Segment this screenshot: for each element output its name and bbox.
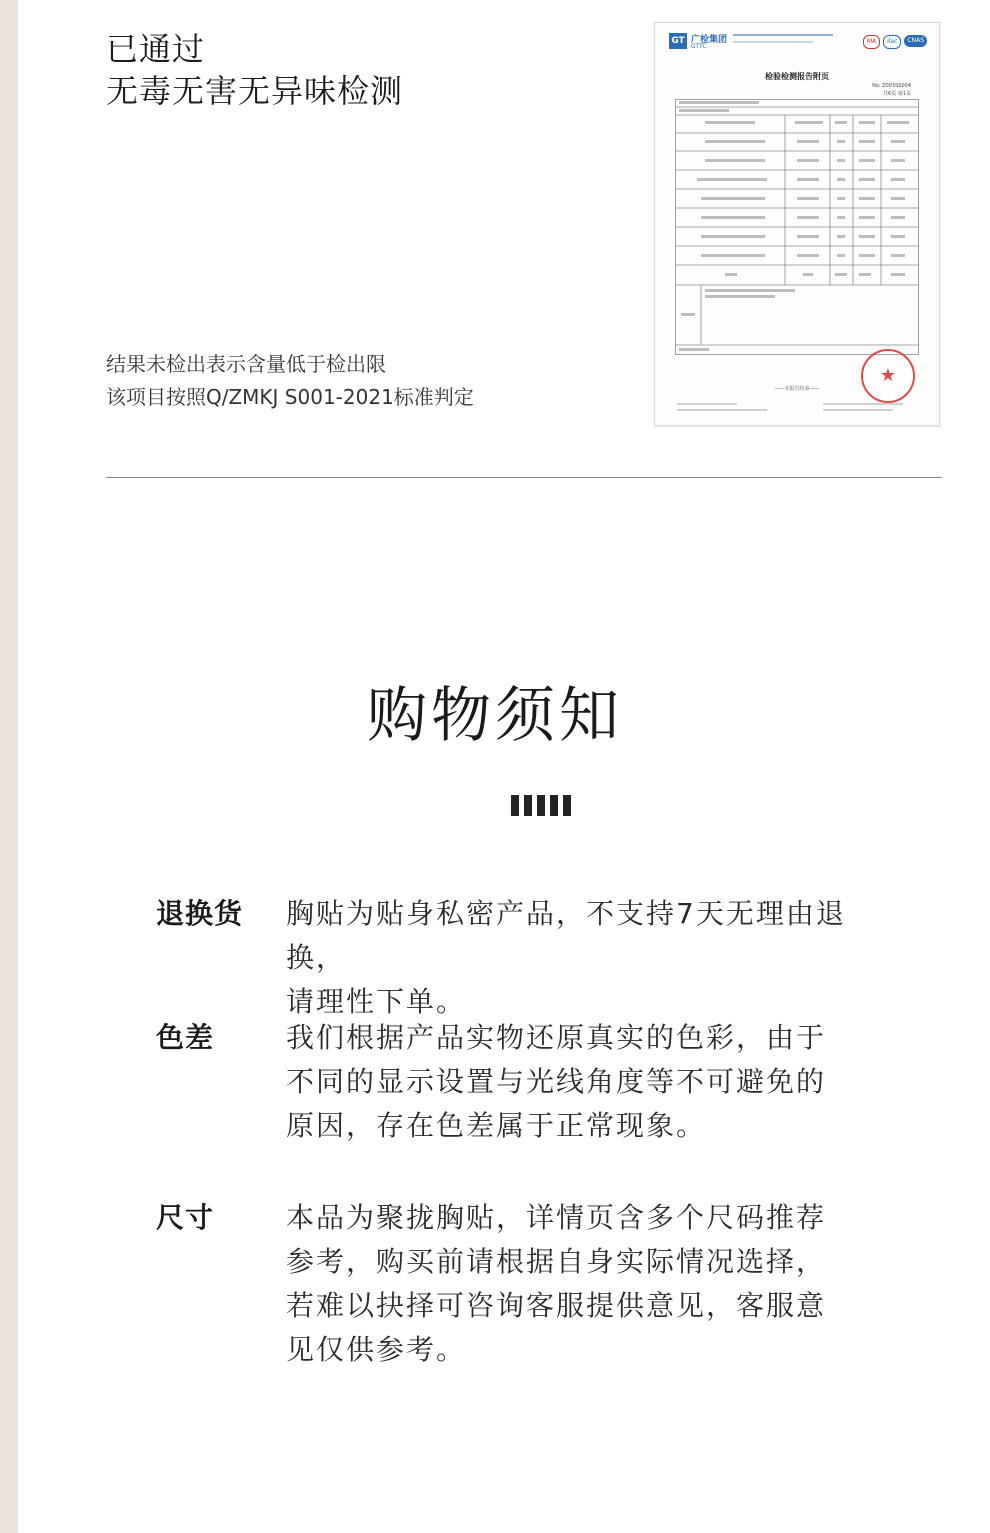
report-result-table	[675, 99, 919, 355]
note-label-size: 尺寸	[156, 1201, 215, 1234]
note-text-color	[286, 1016, 898, 1148]
cert-marks	[863, 35, 927, 49]
title-decoration-bars-icon	[511, 795, 571, 816]
org-name: 广检集团	[691, 35, 728, 45]
org-sub: GTTC	[691, 43, 707, 50]
note-line: 参考，购买前请根据自身实际情况选择，	[286, 1245, 827, 1278]
section-divider	[106, 477, 942, 478]
report-end-text: ——本报告结束——	[774, 386, 820, 392]
note-line: 见仅供参考。	[286, 1333, 467, 1366]
note-line-1: 结果未检出表示含量低于检出限	[106, 352, 386, 376]
note-label-returns: 退换货	[156, 897, 244, 930]
test-note	[106, 348, 474, 414]
org-logo-icon: GT	[669, 33, 687, 49]
report-footer-line	[677, 409, 767, 411]
note-line: 请理性下单。	[286, 985, 467, 1018]
note-returns	[156, 892, 916, 1018]
report-footer-line	[677, 403, 737, 405]
ilac-mark-icon: ilac	[883, 35, 901, 49]
note-line: 若难以抉择可咨询客服提供意见，客服意	[286, 1289, 827, 1322]
note-line-2: 该项目按照Q/ZMKJ S001-2021标准判定	[106, 385, 474, 409]
note-label-color: 色差	[156, 1021, 215, 1054]
org-address-line	[733, 34, 833, 36]
shopping-notice-title: 购物须知	[367, 681, 623, 751]
note-size	[156, 1196, 916, 1372]
org-address-line	[733, 41, 813, 43]
note-line: 原因，存在色差属于正常现象。	[286, 1109, 707, 1142]
report-footer-line	[823, 409, 893, 411]
red-seal-star-icon: ★	[861, 349, 915, 403]
test-passed-heading	[106, 28, 403, 112]
note-line: 胸贴为贴身私密产品，不支持7天无理由退换，	[286, 897, 846, 974]
heading-line-1: 已通过	[106, 30, 206, 68]
report-page-info: 共6页 第1页	[883, 91, 911, 97]
report-footer-line	[823, 403, 903, 405]
report-number: No: Z003SS004	[872, 83, 911, 89]
note-color-difference	[156, 1016, 916, 1148]
heading-line-2: 无毒无害无异味检测	[106, 72, 404, 110]
test-report-image	[654, 22, 940, 426]
cma-mark-icon: MA	[863, 35, 880, 49]
note-line: 不同的显示设置与光线角度等不可避免的	[286, 1065, 827, 1098]
note-line: 本品为聚拢胸贴，详情页含多个尺码推荐	[286, 1201, 827, 1234]
report-title: 检验检测报告附页	[765, 72, 829, 81]
note-text-size	[286, 1196, 898, 1372]
left-edge-strip	[0, 0, 18, 1533]
cnas-mark-icon: CNAS	[904, 35, 927, 47]
note-line: 我们根据产品实物还原真实的色彩，由于	[286, 1021, 827, 1054]
note-text-returns	[286, 892, 898, 1024]
